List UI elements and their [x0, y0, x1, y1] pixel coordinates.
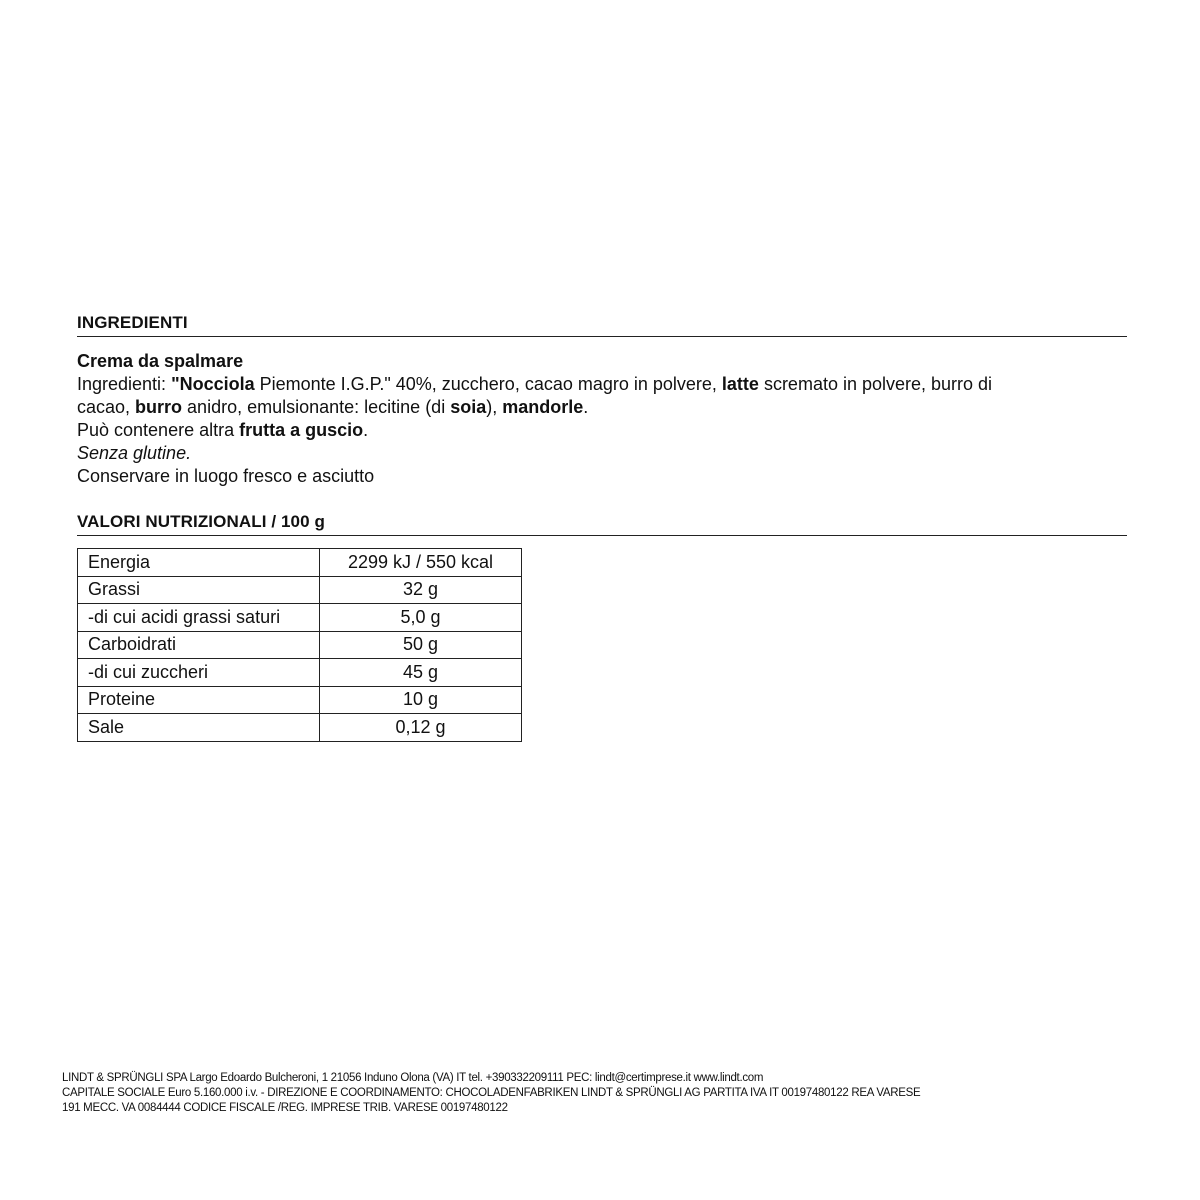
allergen-text: soia [450, 397, 487, 417]
allergen-text: "Nocciola [171, 374, 255, 394]
footer-line-3: 191 MECC. VA 0084444 CODICE FISCALE /REG. IMPRESE TRIB. VARESE 00197480122 [62, 1102, 508, 1114]
nutrient-value: 45 g [320, 659, 522, 687]
company-footer [62, 1071, 1162, 1116]
allergen-text: latte [721, 374, 759, 394]
nutrient-value: 50 g [320, 631, 522, 659]
nutrient-label: Energia [78, 549, 320, 577]
ingredient-text: Ingredienti: [77, 374, 172, 394]
allergen-note [77, 419, 1117, 442]
gluten-free-note: Senza glutine. [77, 443, 192, 463]
ingredients-line-2 [77, 396, 1117, 419]
ingredienti-divider [77, 336, 1127, 337]
nutrient-label: -di cui acidi grassi saturi [78, 604, 320, 632]
nutrient-label: Carboidrati [78, 631, 320, 659]
footer-line-2: CAPITALE SOCIALE Euro 5.160.000 i.v. - DIREZIONE E COORDINAMENTO: CHOCOLADENFABRIKEN LINDT & SPRÜNGLI AG PARTITA IVA IT 00197480122 REA VARESE [62, 1087, 921, 1099]
ingredient-text: Può contenere altra [77, 420, 240, 440]
nutrient-value: 32 g [320, 576, 522, 604]
nutrition-row [78, 659, 522, 687]
nutrition-row [78, 686, 522, 714]
nutrient-value: 2299 kJ / 550 kcal [320, 549, 522, 577]
nutrient-label: -di cui zuccheri [78, 659, 320, 687]
valori-heading: VALORI NUTRIZIONALI / 100 g [77, 512, 325, 531]
nutrition-row [78, 604, 522, 632]
ingredient-text: ), [486, 397, 503, 417]
ingredienti-heading: INGREDIENTI [77, 313, 188, 332]
valori-divider [77, 535, 1127, 536]
nutrient-label: Grassi [78, 576, 320, 604]
ingredient-text: Piemonte I.G.P." 40%, zucchero, cacao magro in polvere, [254, 374, 722, 394]
ingredient-text: cacao, [77, 397, 136, 417]
ingredients-block [77, 350, 1117, 488]
allergen-text: frutta a guscio [239, 420, 364, 440]
allergen-text: mandorle [502, 397, 584, 417]
storage-note: Conservare in luogo fresco e asciutto [77, 466, 375, 486]
nutrient-value: 0,12 g [320, 714, 522, 742]
ingredient-text: . [583, 397, 589, 417]
nutrient-label: Sale [78, 714, 320, 742]
nutrient-value: 5,0 g [320, 604, 522, 632]
ingredient-text: . [363, 420, 369, 440]
product-name: Crema da spalmare [77, 351, 244, 371]
allergen-text: burro [135, 397, 183, 417]
ingredients-line-1 [77, 373, 1117, 396]
nutrition-row [78, 576, 522, 604]
nutrition-row [78, 631, 522, 659]
ingredient-text: anidro, emulsionante: lecitine (di [182, 397, 451, 417]
nutrition-row [78, 549, 522, 577]
footer-line-1: LINDT & SPRÜNGLI SPA Largo Edoardo Bulcheroni, 1 21056 Induno Olona (VA) IT tel. +390332209111 PEC: lindt@certimprese.it www.lindt.com [62, 1072, 764, 1084]
nutrition-table [77, 548, 522, 742]
nutrition-row [78, 714, 522, 742]
nutrient-value: 10 g [320, 686, 522, 714]
nutrient-label: Proteine [78, 686, 320, 714]
ingredient-text: scremato in polvere, burro di [758, 374, 993, 394]
